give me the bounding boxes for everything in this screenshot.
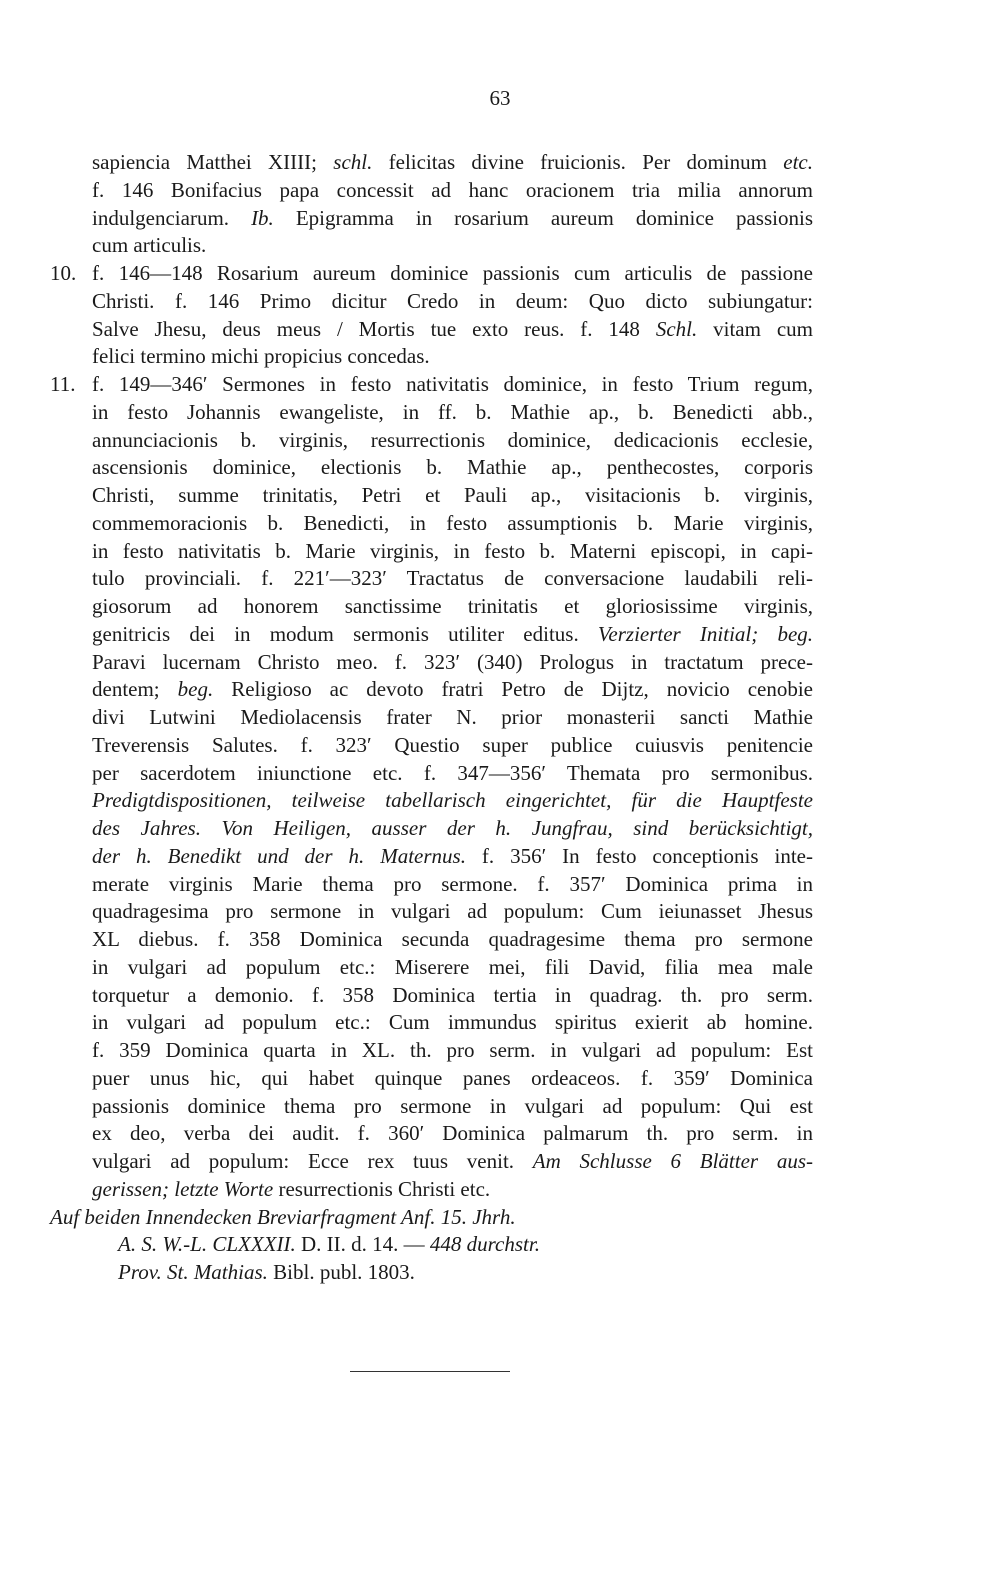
text-segment: felicitas divine fruicionis. Per dominum xyxy=(372,150,784,174)
text-segment: XL diebus. f. 358 Dominica secunda quadragesime thema pro sermone xyxy=(92,927,813,951)
text-segment: ex deo, verba dei audit. f. 360′ Dominica palmarum th. pro serm. in xyxy=(92,1121,813,1146)
text-segment: resurrectionis Christi etc. xyxy=(273,1176,491,1201)
text-segment: annunciacionis b. virginis, resurrectionis dominice, dedicacionis ecclesie, xyxy=(92,427,813,452)
text-line xyxy=(118,1231,813,1259)
text-segment: merate virginis Marie thema pro sermone. f. 357′ Dominica prima in xyxy=(92,871,813,896)
item-number: 11. xyxy=(50,372,76,396)
text-line xyxy=(92,1093,813,1121)
text-line xyxy=(92,787,813,815)
text-line xyxy=(92,898,813,926)
text-segment: in festo Johannis ewangeliste, in ff. b. Mathie ap., b. Benedicti abb., xyxy=(92,399,813,424)
text-line xyxy=(92,1065,813,1093)
text-segment: puer unus hic, qui habet quinque panes ordeaceos. f. 359′ Dominica xyxy=(92,1065,813,1090)
text-segment: f. 146—148 Rosarium aureum dominice passionis cum articulis de passione xyxy=(92,261,813,285)
text-segment: genitricis dei in modum sermonis utiliter editus. xyxy=(92,621,598,646)
italic-text: Predigtdispositionen, teilweise tabellarisch eingerichtet, für die Hauptfeste xyxy=(92,788,813,813)
text-segment: Epigramma in rosarium aureum dominice passionis xyxy=(273,205,813,230)
text-line xyxy=(92,205,813,233)
text-segment: quadragesima pro sermone in vulgari ad populum: Cum ieiunasset Jhesus xyxy=(92,899,813,924)
text-segment: indulgenciarum. xyxy=(92,205,252,230)
text-line xyxy=(92,815,813,843)
text-segment: Bibl. publ. 1803. xyxy=(267,1260,415,1284)
text-line xyxy=(92,1176,813,1204)
text-line xyxy=(92,510,813,538)
text-segment: tulo provinciali. f. 221′—323′ Tractatus de conversacione laudabili reli- xyxy=(92,566,813,591)
text-line xyxy=(50,371,813,399)
text-segment: divi Lutwini Mediolacensis frater N. prior monasterii sancti Mathie xyxy=(92,705,813,729)
text-line xyxy=(92,1037,813,1065)
page-number: 63 xyxy=(489,86,511,110)
text-line xyxy=(92,676,813,704)
text-line xyxy=(92,1120,813,1148)
end-rule-divider xyxy=(350,1371,510,1372)
text-segment: Christi, summe trinitatis, Petri et Pauli ap., visitacionis b. virginis, xyxy=(92,483,813,507)
italic-text: gerissen; letzte Worte xyxy=(92,1176,274,1201)
text-segment: commemoracionis b. Benedicti, in festo assumptionis b. Marie virginis, xyxy=(92,510,813,535)
text-line xyxy=(92,982,813,1010)
text-line xyxy=(92,760,813,788)
text-segment: Christi. f. 146 Primo dicitur Credo in deum: Quo dicto subiungatur: xyxy=(92,288,813,313)
text-segment: cum articulis. xyxy=(92,233,207,258)
italic-text: Schl. xyxy=(655,316,698,341)
italic-text: Ib. xyxy=(251,205,274,230)
text-line xyxy=(92,843,813,871)
text-segment: giosorum ad honorem sanctissime trinitatis et gloriosissime virginis, xyxy=(92,594,813,618)
text-segment: dentem; xyxy=(92,677,178,702)
text-segment: Salve Jhesu, deus meus / Mortis tue exto reus. f. 148 xyxy=(92,316,656,341)
text-line xyxy=(92,649,813,677)
text-segment: Treverensis Salutes. f. 323′ Questio super publice cuiusvis penitencie xyxy=(92,732,813,757)
text-line xyxy=(92,1148,813,1176)
text-line xyxy=(92,288,813,316)
text-line xyxy=(92,593,813,621)
text-segment: D. II. d. 14. — xyxy=(295,1232,430,1257)
italic-text: A. S. W.-L. CLXXXII. xyxy=(118,1232,296,1257)
text-line xyxy=(92,316,813,344)
text-line xyxy=(92,232,813,260)
text-line xyxy=(92,538,813,566)
text-line xyxy=(50,260,813,288)
text-segment: passionis dominice thema pro sermone in vulgari ad populum: Qui est xyxy=(92,1093,813,1118)
text-line xyxy=(50,1204,813,1232)
text-segment: torquetur a demonio. f. 358 Dominica tertia in quadrag. th. pro serm. xyxy=(92,982,813,1007)
italic-text: beg. xyxy=(177,677,214,702)
text-line xyxy=(92,732,813,760)
text-line xyxy=(92,149,813,177)
text-line xyxy=(92,954,813,982)
text-segment: vulgari ad populum: Ecce rex tuus venit. xyxy=(92,1149,533,1173)
text-segment: f. 149—346′ Sermones in festo nativitatis dominice, in festo Trium regum, xyxy=(92,372,813,396)
text-segment: in festo nativitatis b. Marie virginis, in festo b. Materni episcopi, in capi- xyxy=(92,538,813,563)
text-line xyxy=(92,1009,813,1037)
text-line xyxy=(92,871,813,899)
item-number: 10. xyxy=(50,261,77,285)
italic-text: des Jahres. Von Heiligen, ausser der h. Jungfrau, sind berücksichtigt, xyxy=(92,816,813,840)
text-segment: vitam cum xyxy=(697,316,813,341)
italic-text: Prov. St. Mathias. xyxy=(118,1260,268,1284)
text-segment: Paravi lucernam Christo meo. f. 323′ (340) Prologus in tractatum prece- xyxy=(92,649,813,674)
italic-text: der h. Benedikt und der h. Maternus. xyxy=(92,843,466,868)
italic-text: Auf beiden Innendecken Breviarfragment Anf. 15. Jhrh. xyxy=(50,1204,516,1229)
text-line xyxy=(92,704,813,732)
italic-text: schl. xyxy=(333,150,373,174)
text-line xyxy=(92,177,813,205)
text-segment: in vulgari ad populum etc.: Cum immundus spiritus exierit ab homine. xyxy=(92,1010,813,1035)
text-segment: in vulgari ad populum etc.: Miserere mei, fili David, filia mea male xyxy=(92,954,813,979)
text-line xyxy=(92,399,813,427)
text-line xyxy=(118,1259,813,1287)
italic-text: Verzierter Initial; beg. xyxy=(597,621,814,646)
italic-text: etc. xyxy=(783,150,813,174)
text-segment: ascensionis dominice, electionis b. Mathie ap., penthecostes, corporis xyxy=(92,455,813,480)
text-segment: felici termino michi propicius concedas. xyxy=(92,344,430,369)
text-line xyxy=(92,427,813,455)
text-segment: sapiencia Matthei XIIII; xyxy=(92,150,334,174)
text-segment: f. 146 Bonifacius papa concessit ad hanc oracionem tria milia annorum xyxy=(92,177,813,202)
text-line xyxy=(92,482,813,510)
text-line xyxy=(92,565,813,593)
text-line xyxy=(92,454,813,482)
manuscript-description xyxy=(50,149,814,1287)
text-line xyxy=(92,621,813,649)
text-segment: Religioso ac devoto fratri Petro de Dijtz, novicio cenobie xyxy=(213,677,813,702)
text-segment: f. 356′ In festo conceptionis inte- xyxy=(465,843,813,868)
text-segment: f. 359 Dominica quarta in XL. th. pro serm. in vulgari ad populum: Est xyxy=(92,1038,813,1062)
text-line xyxy=(92,926,813,954)
italic-text: Am Schlusse 6 Blätter aus- xyxy=(532,1149,813,1173)
text-line xyxy=(92,343,813,371)
italic-text: 448 durchstr. xyxy=(429,1232,540,1257)
text-segment: per sacerdotem iniunctione etc. f. 347—356′ Themata pro sermonibus. xyxy=(92,760,813,785)
